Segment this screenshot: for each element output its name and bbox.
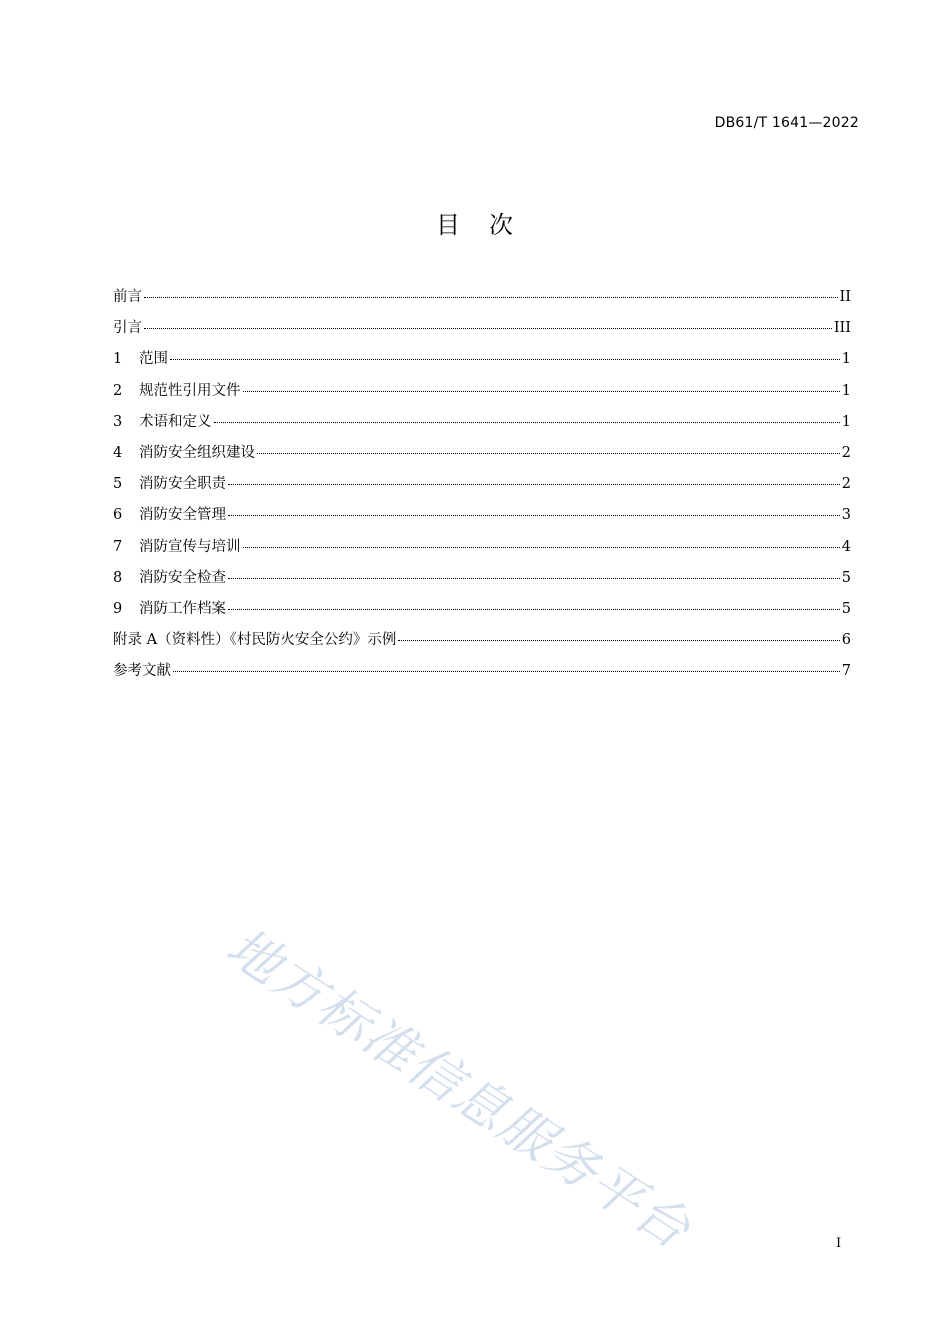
document-code: DB61/T 1641—2022	[714, 115, 859, 131]
watermark: 地方标准信息服务平台	[215, 916, 702, 1262]
toc-entry-label: 参考文献	[113, 663, 171, 680]
toc-entry-page: 5	[841, 569, 851, 586]
toc-dot-leader	[144, 297, 838, 298]
toc-entry-number: 6	[113, 507, 123, 524]
toc-entry-label: 消防安全组织建设	[139, 444, 255, 461]
toc-dot-leader	[228, 609, 840, 610]
toc-entry-label: 范围	[139, 351, 168, 368]
toc-entry-label: 前言	[113, 289, 142, 305]
toc-entry[interactable]	[113, 381, 851, 412]
toc-entry-label: 消防工作档案	[139, 600, 226, 617]
toc-entry[interactable]	[113, 349, 851, 380]
toc-entry[interactable]	[113, 412, 851, 443]
toc-entry[interactable]	[113, 474, 851, 505]
toc-entry-label: 引言	[113, 320, 142, 337]
toc-dot-leader	[173, 671, 840, 672]
toc-entry[interactable]	[113, 505, 851, 536]
toc-entry[interactable]	[113, 318, 851, 349]
table-of-contents	[113, 287, 851, 692]
toc-entry-number: 7	[113, 538, 123, 555]
toc-dot-leader	[214, 422, 840, 423]
toc-dot-leader	[170, 359, 840, 360]
toc-dot-leader	[243, 391, 840, 392]
toc-entry-page: II	[839, 289, 851, 305]
toc-entry-page: III	[833, 320, 851, 337]
toc-entry-label: 消防安全职责	[139, 476, 226, 493]
toc-entry-label: 规范性引用文件	[139, 382, 241, 399]
title-part-2: 次	[489, 211, 514, 239]
toc-entry[interactable]	[113, 443, 851, 474]
toc-entry-number: 2	[113, 382, 123, 399]
toc-entry-number: 9	[113, 600, 123, 617]
toc-dot-leader	[228, 484, 840, 485]
toc-entry-label: 消防安全检查	[139, 569, 226, 586]
toc-entry-number: 1	[113, 351, 123, 368]
toc-entry-label: 消防宣传与培训	[139, 538, 241, 555]
toc-entry-page: 1	[841, 382, 851, 399]
toc-dot-leader	[257, 453, 840, 454]
toc-entry-number: 5	[113, 476, 123, 493]
toc-entry-number: 4	[113, 444, 123, 461]
title-part-1: 目	[436, 211, 461, 239]
toc-dot-leader	[243, 547, 840, 548]
toc-entry-page: 6	[841, 632, 851, 649]
toc-entry-page: 1	[841, 351, 851, 368]
toc-entry-label: 附录 A（资料性）《村民防火安全公约》示例	[113, 632, 397, 649]
toc-entry[interactable]	[113, 568, 851, 599]
toc-entry-page: 3	[841, 507, 851, 524]
toc-entry-page: 5	[841, 600, 851, 617]
toc-entry-label: 消防安全管理	[139, 507, 226, 524]
toc-dot-leader	[228, 578, 840, 579]
toc-dot-leader	[144, 328, 832, 329]
toc-entry-page: 7	[841, 663, 851, 680]
toc-entry-number: 8	[113, 569, 123, 586]
toc-entry-page: 2	[841, 476, 851, 493]
toc-entry[interactable]	[113, 661, 851, 692]
toc-entry-label: 术语和定义	[139, 413, 212, 430]
toc-entry[interactable]	[113, 537, 851, 568]
page-title	[0, 205, 950, 240]
toc-entry-number: 3	[113, 413, 123, 430]
toc-dot-leader	[228, 515, 840, 516]
toc-entry-page: 1	[841, 413, 851, 430]
toc-dot-leader	[398, 640, 839, 641]
toc-entry[interactable]	[113, 287, 851, 318]
toc-entry[interactable]	[113, 630, 851, 661]
toc-entry-page: 4	[841, 538, 851, 555]
page-number: I	[836, 1236, 842, 1251]
toc-entry[interactable]	[113, 599, 851, 630]
toc-entry-page: 2	[841, 444, 851, 461]
